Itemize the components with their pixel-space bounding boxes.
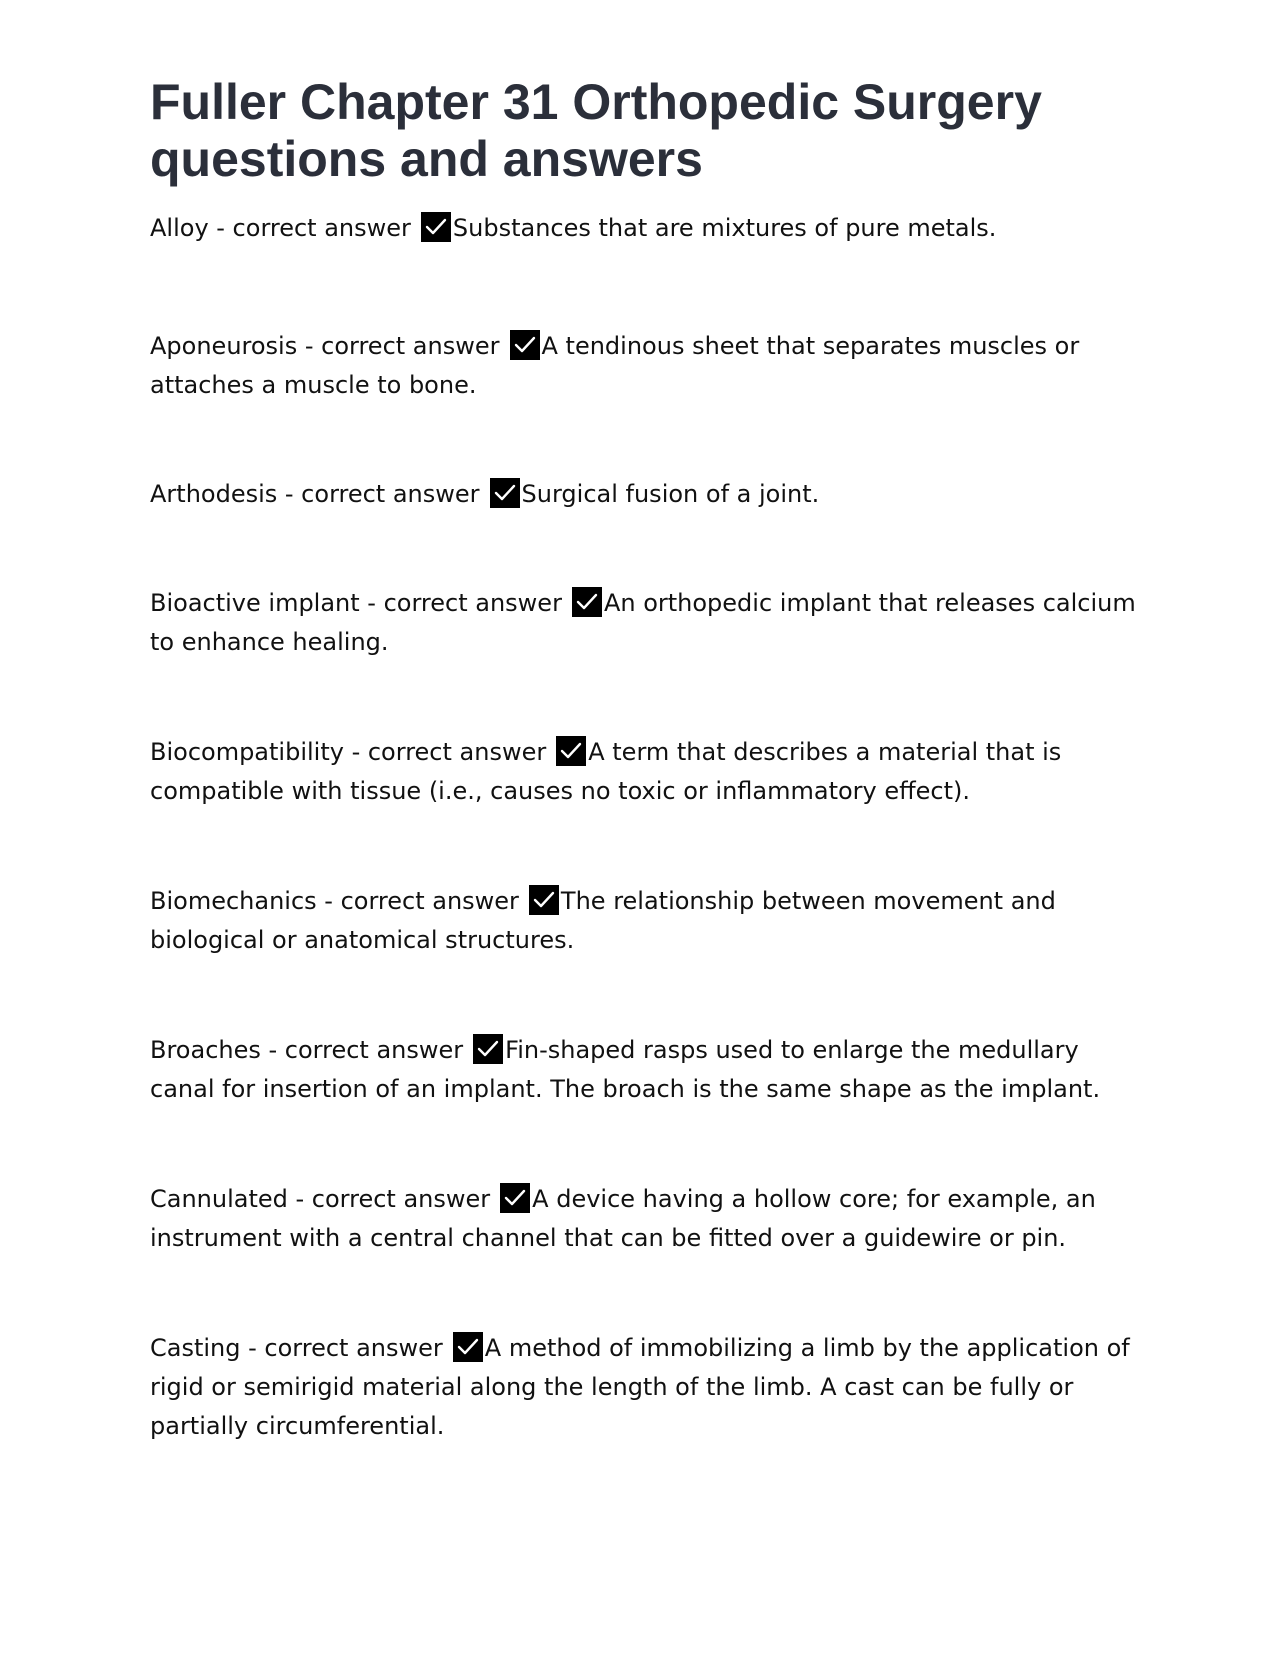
qa-entry-biomechanics [150, 882, 1140, 960]
entry-term: Broaches - correct answer [150, 1036, 464, 1064]
entry-definition: The relationship between movement and biological or anatomical structures. [150, 887, 1056, 954]
check-box-icon [529, 885, 559, 915]
entry-term: Cannulated - correct answer [150, 1185, 491, 1213]
entry-definition: An orthopedic implant that releases calcium to enhance healing. [150, 589, 1136, 656]
check-box-icon [421, 212, 451, 242]
entry-term: Alloy - correct answer [150, 214, 411, 242]
check-box-icon [556, 736, 586, 766]
check-box-icon [500, 1183, 530, 1213]
entry-definition: Fin-shaped rasps used to enlarge the medullary canal for insertion of an implant. The broach is the same shape as the implant. [150, 1036, 1101, 1103]
check-box-icon [510, 330, 540, 360]
page-title: Fuller Chapter 31 Orthopedic Surgery questions and answers [150, 74, 1042, 187]
check-box-icon [490, 478, 520, 508]
entry-term: Biomechanics - correct answer [150, 887, 519, 915]
entry-term: Biocompatibility - correct answer [150, 738, 547, 766]
entry-term: Bioactive implant - correct answer [150, 589, 562, 617]
qa-entry-alloy [150, 209, 1140, 248]
entry-term: Aponeurosis - correct answer [150, 332, 500, 360]
qa-entry-casting [150, 1329, 1140, 1446]
check-box-icon [572, 587, 602, 617]
check-box-icon [453, 1332, 483, 1362]
entry-definition: Substances that are mixtures of pure metals. [452, 214, 997, 242]
entry-definition: A device having a hollow core; for example, an instrument with a central channel that can be fitted over a guidewire or pin. [150, 1185, 1096, 1252]
entry-definition: Surgical fusion of a joint. [521, 480, 820, 508]
check-box-icon [473, 1034, 503, 1064]
qa-entry-aponeurosis [150, 327, 1140, 405]
entry-definition: A tendinous sheet that separates muscles or attaches a muscle to bone. [150, 332, 1080, 399]
qa-entry-broaches [150, 1031, 1140, 1109]
entry-term: Arthodesis - correct answer [150, 480, 480, 508]
entry-definition: A method of immobilizing a limb by the application of rigid or semirigid material along the length of the limb. A cast can be fully or partially circumferential. [150, 1334, 1130, 1440]
qa-entry-biocompatibility [150, 733, 1140, 811]
entry-definition: A term that describes a material that is compatible with tissue (i.e., causes no toxic or inflammatory effect). [150, 738, 1062, 805]
qa-entry-cannulated [150, 1180, 1140, 1258]
entry-term: Casting - correct answer [150, 1334, 443, 1362]
qa-entry-bioactive-implant [150, 584, 1140, 662]
qa-entry-arthodesis [150, 475, 1140, 514]
